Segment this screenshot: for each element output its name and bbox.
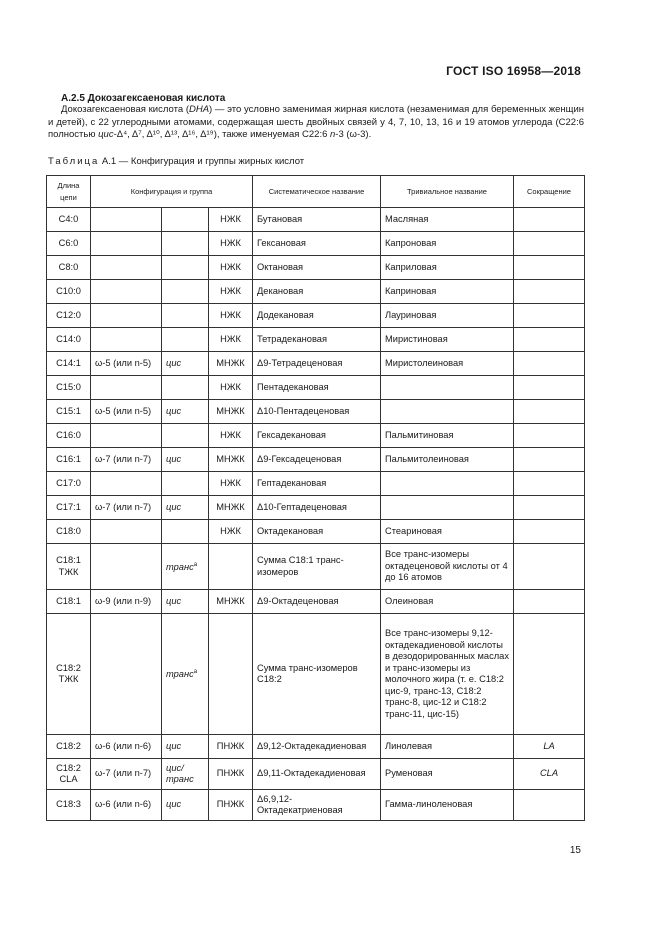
cell-group: МНЖК — [209, 448, 253, 472]
table-row — [47, 496, 585, 520]
header-trivial: Тривиальное название — [381, 176, 514, 208]
cell-systematic: Гексадекановая — [253, 424, 381, 448]
table-header-row — [47, 176, 585, 208]
cell-trivial: Лауриновая — [381, 304, 514, 328]
cell-abbreviation — [514, 790, 585, 821]
table-body — [47, 208, 585, 821]
cell-group: МНЖК — [209, 496, 253, 520]
cell-systematic: Δ6,9,12-Октадекатриеновая — [253, 790, 381, 821]
cell-config: цис — [162, 448, 209, 472]
cell-config — [162, 304, 209, 328]
cell-abbreviation: LA — [514, 735, 585, 759]
cell-config: транс$^a$ — [162, 544, 209, 590]
cell-omega — [91, 256, 162, 280]
cell-length: С15:1 — [47, 400, 91, 424]
cell-abbreviation — [514, 448, 585, 472]
cell-omega: ω-5 (или n-5) — [91, 400, 162, 424]
cell-systematic: Δ9,11-Октадекадиеновая — [253, 759, 381, 790]
cell-trivial: Все транс-изомеры октадеценовой кислоты от 4 до 16 атомов — [381, 544, 514, 590]
cell-length: С18:3 — [47, 790, 91, 821]
cell-omega: ω-7 (или n-7) — [91, 448, 162, 472]
cell-config: цис — [162, 352, 209, 376]
cell-omega — [91, 520, 162, 544]
cell-abbreviation — [514, 376, 585, 400]
cell-abbreviation — [514, 256, 585, 280]
cell-omega — [91, 208, 162, 232]
cell-trivial — [381, 376, 514, 400]
header-systematic: Систематическое название — [253, 176, 381, 208]
cell-systematic: Октадекановая — [253, 520, 381, 544]
table-row — [47, 590, 585, 614]
cell-abbreviation: CLA — [514, 759, 585, 790]
cell-abbreviation — [514, 280, 585, 304]
para-part-4: -3 (ω-3). — [335, 129, 372, 140]
cell-omega — [91, 472, 162, 496]
cell-trivial: Каприновая — [381, 280, 514, 304]
cell-trivial: Все транс-изомеры 9,12-октадекадиеновой кислоты в дезодорированных маслах и транс-изомеры из молочного жира (т. е. С18:2 цис-9, транс-13, С18:2 транс-8, цис-12 и С18:2 транс-11, цис-15) — [381, 614, 514, 735]
cell-systematic: Δ9,12-Октадекадиеновая — [253, 735, 381, 759]
cell-abbreviation — [514, 352, 585, 376]
cell-systematic: Δ10-Пентадеценовая — [253, 400, 381, 424]
cell-abbreviation — [514, 472, 585, 496]
footnote-mark: a — [193, 669, 198, 676]
fatty-acids-table — [46, 175, 585, 821]
cell-abbreviation — [514, 590, 585, 614]
cell-config: транс$^a$ — [162, 614, 209, 735]
cell-abbreviation — [514, 304, 585, 328]
cell-omega — [91, 544, 162, 590]
cell-group: ПНЖК — [209, 759, 253, 790]
cell-config — [162, 520, 209, 544]
cell-config: цис — [162, 496, 209, 520]
cell-group: НЖК — [209, 232, 253, 256]
cell-group: ПНЖК — [209, 790, 253, 821]
cell-omega: ω-6 (или n-6) — [91, 790, 162, 821]
cell-group: МНЖК — [209, 400, 253, 424]
section-heading: А.2.5 Докозагексаеновая кислота — [61, 93, 226, 104]
cell-trivial: Гамма-линоленовая — [381, 790, 514, 821]
cell-length: С14:1 — [47, 352, 91, 376]
cell-length: С18:1 ТЖК — [47, 544, 91, 590]
cell-abbreviation — [514, 544, 585, 590]
para-cis: цис — [98, 129, 114, 140]
para-part-1: Докозагексаеновая кислота ( — [61, 104, 189, 115]
cell-length: С18:0 — [47, 520, 91, 544]
cell-group: НЖК — [209, 376, 253, 400]
cell-length: С8:0 — [47, 256, 91, 280]
table-row — [47, 376, 585, 400]
cell-omega: ω-7 (или n-7) — [91, 759, 162, 790]
cell-length: С10:0 — [47, 280, 91, 304]
cell-length: С4:0 — [47, 208, 91, 232]
cell-systematic: Додекановая — [253, 304, 381, 328]
cell-group: НЖК — [209, 328, 253, 352]
table-row — [47, 256, 585, 280]
table-caption-text: А.1 — Конфигурация и группы жирных кислот — [101, 156, 305, 167]
para-part-3: -Δ⁴, Δ⁷, Δ¹⁰, Δ¹³, Δ¹⁶, Δ¹⁹), также именуемая С22:6 — [113, 129, 330, 140]
cell-systematic: Бутановая — [253, 208, 381, 232]
cell-systematic: Гексановая — [253, 232, 381, 256]
table-row — [47, 759, 585, 790]
para-n: n — [330, 129, 336, 140]
table-row — [47, 352, 585, 376]
cell-omega — [91, 614, 162, 735]
table-caption-label: Таблица — [48, 156, 100, 167]
cell-systematic: Δ9-Тетрадеценовая — [253, 352, 381, 376]
cell-omega — [91, 304, 162, 328]
cell-group: НЖК — [209, 424, 253, 448]
cell-length: С17:1 — [47, 496, 91, 520]
cell-systematic: Δ10-Гептадеценовая — [253, 496, 381, 520]
header-abbr: Сокращение — [514, 176, 585, 208]
cell-abbreviation — [514, 520, 585, 544]
table-row — [47, 520, 585, 544]
cell-omega — [91, 232, 162, 256]
table-row — [47, 424, 585, 448]
para-abbr: DHA — [188, 104, 210, 115]
cell-group — [209, 544, 253, 590]
para-part-2: ) — это условно заменимая жирная кислота (незаменимая для беременных женщин и детей), с 22 углеродными атомами, содержащая шесть двойных связей у 4, 7, 10, 13, 16 и 19 атомов углерода (С22:6 полностью — [48, 104, 584, 140]
cell-length: С14:0 — [47, 328, 91, 352]
cell-abbreviation — [514, 614, 585, 735]
cell-trivial: Капроновая — [381, 232, 514, 256]
cell-trivial: Миристиновая — [381, 328, 514, 352]
cell-group: МНЖК — [209, 352, 253, 376]
cell-group: НЖК — [209, 256, 253, 280]
cell-abbreviation — [514, 424, 585, 448]
cell-systematic: Сумма С18:1 транс-изомеров — [253, 544, 381, 590]
table-row — [47, 448, 585, 472]
cell-trivial: Миристолеиновая — [381, 352, 514, 376]
table-row — [47, 735, 585, 759]
cell-length: С18:2 — [47, 735, 91, 759]
cell-trivial: Пальмитолеиновая — [381, 448, 514, 472]
cell-trivial: Каприловая — [381, 256, 514, 280]
cell-abbreviation — [514, 232, 585, 256]
cell-systematic: Сумма транс-изомеров С18:2 — [253, 614, 381, 735]
cell-config: цис — [162, 590, 209, 614]
cell-length: С6:0 — [47, 232, 91, 256]
cell-config — [162, 280, 209, 304]
cell-group: НЖК — [209, 280, 253, 304]
cell-abbreviation — [514, 328, 585, 352]
header-config: Конфигурация и группа — [91, 176, 253, 208]
cell-systematic: Октановая — [253, 256, 381, 280]
cell-omega — [91, 424, 162, 448]
cell-trivial: Пальмитиновая — [381, 424, 514, 448]
cell-systematic: Пентадекановая — [253, 376, 381, 400]
cell-systematic: Δ9-Гексадеценовая — [253, 448, 381, 472]
standard-number: ГОСТ ISO 16958—2018 — [446, 64, 581, 78]
cell-omega: ω-9 (или n-9) — [91, 590, 162, 614]
cell-trivial — [381, 400, 514, 424]
cell-abbreviation — [514, 400, 585, 424]
cell-omega: ω-6 (или n-6) — [91, 735, 162, 759]
cell-config — [162, 328, 209, 352]
table-row — [47, 544, 585, 590]
table-row — [47, 304, 585, 328]
table-caption — [48, 156, 304, 167]
cell-trivial: Стеариновая — [381, 520, 514, 544]
table-row — [47, 328, 585, 352]
table-row — [47, 208, 585, 232]
cell-length: С17:0 — [47, 472, 91, 496]
section-paragraph — [48, 104, 584, 142]
cell-config: цис — [162, 400, 209, 424]
cell-group: НЖК — [209, 304, 253, 328]
cell-config — [162, 376, 209, 400]
cell-length: С18:1 — [47, 590, 91, 614]
cell-trivial: Руменовая — [381, 759, 514, 790]
cell-config: цис — [162, 735, 209, 759]
table-row — [47, 790, 585, 821]
cell-trivial: Линолевая — [381, 735, 514, 759]
cell-config — [162, 232, 209, 256]
cell-systematic: Гептадекановая — [253, 472, 381, 496]
cell-length: С18:2 ТЖК — [47, 614, 91, 735]
cell-length: С18:2 CLA — [47, 759, 91, 790]
cell-group: ПНЖК — [209, 735, 253, 759]
cell-config: цис/ транс — [162, 759, 209, 790]
cell-config: цис — [162, 790, 209, 821]
cell-trivial — [381, 496, 514, 520]
footnote-mark: a — [193, 561, 198, 568]
table-row — [47, 232, 585, 256]
table-row — [47, 614, 585, 735]
cell-omega — [91, 328, 162, 352]
cell-systematic: Тетрадекановая — [253, 328, 381, 352]
cell-config — [162, 256, 209, 280]
cell-config — [162, 424, 209, 448]
cell-trivial: Масляная — [381, 208, 514, 232]
cell-group: МНЖК — [209, 590, 253, 614]
cell-systematic: Декановая — [253, 280, 381, 304]
cell-abbreviation — [514, 496, 585, 520]
page-number: 15 — [569, 845, 581, 856]
cell-group: НЖК — [209, 472, 253, 496]
cell-length: С15:0 — [47, 376, 91, 400]
cell-omega — [91, 376, 162, 400]
cell-abbreviation — [514, 208, 585, 232]
table-row — [47, 472, 585, 496]
cell-config — [162, 208, 209, 232]
cell-length: С16:0 — [47, 424, 91, 448]
cell-trivial — [381, 472, 514, 496]
table-row — [47, 280, 585, 304]
cell-group: НЖК — [209, 208, 253, 232]
cell-omega: ω-5 (или n-5) — [91, 352, 162, 376]
cell-group — [209, 614, 253, 735]
header-length: Длина цепи — [47, 176, 91, 208]
cell-omega: ω-7 (или n-7) — [91, 496, 162, 520]
cell-length: С12:0 — [47, 304, 91, 328]
cell-omega — [91, 280, 162, 304]
cell-group: НЖК — [209, 520, 253, 544]
cell-config — [162, 472, 209, 496]
cell-trivial: Олеиновая — [381, 590, 514, 614]
cell-length: С16:1 — [47, 448, 91, 472]
cell-systematic: Δ9-Октадеценовая — [253, 590, 381, 614]
table-row — [47, 400, 585, 424]
